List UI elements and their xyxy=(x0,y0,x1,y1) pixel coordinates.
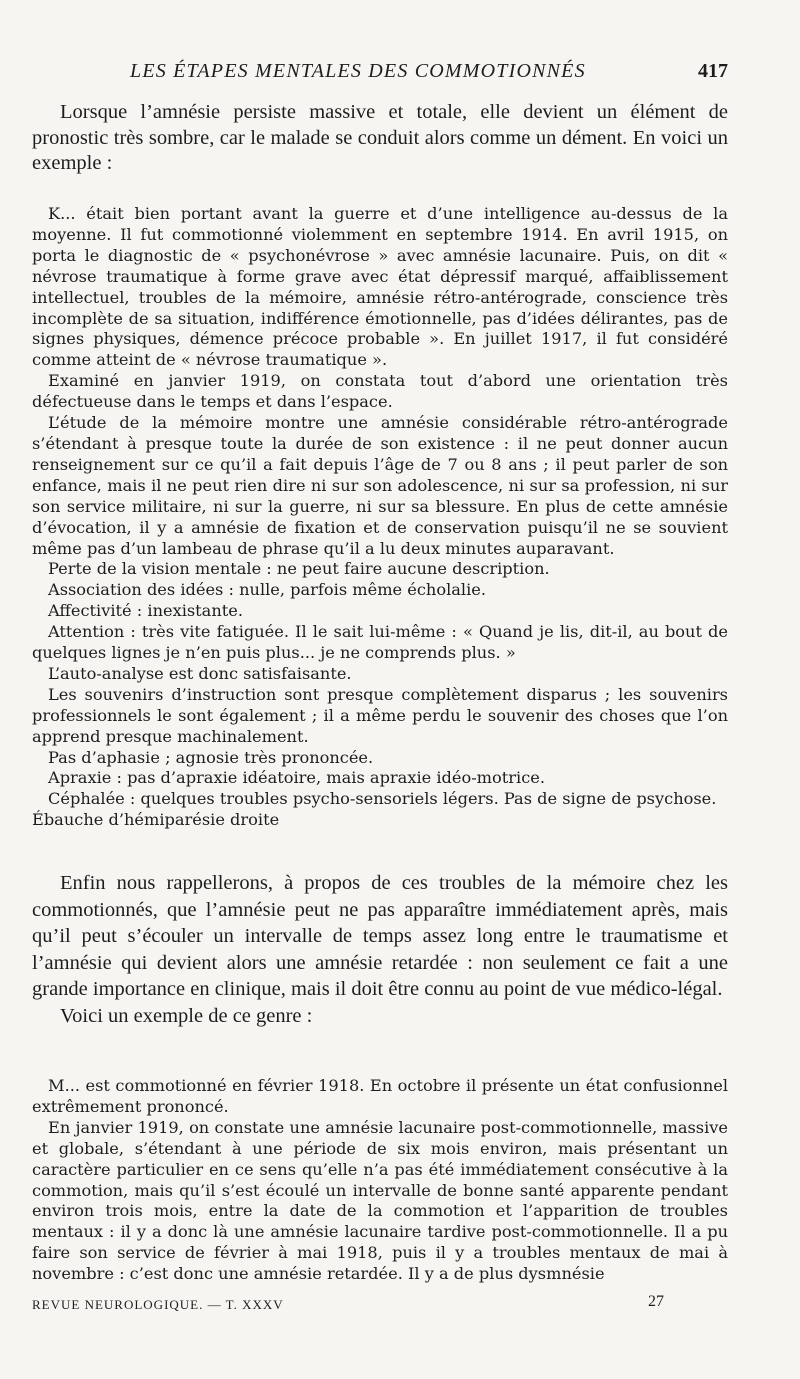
case-paragraph: En janvier 1919, on constate une amnésie lacunaire post-commotionnelle, massive et globale, s’étendant à une période de six mois environ, mais présentant un caractère particulier en ce sens qu’elle n’a pas été immédiatement consécutive à la commotion, mais qu’il s’est écoulé un intervalle de bonne santé apparente pendant environ trois mois, entre la date de la commotion et l’apparition de troubles mentaux : il y a donc là une amnésie lacunaire tardive post-commotionnelle. Il a pu faire son service de février à mai 1918, puis il y a troubles mentaux de mai à novembre : c’est donc une amnésie retardée. Il y a de plus dysmnésie xyxy=(32,1117,728,1284)
case-paragraph: Affectivité : inexistante. xyxy=(48,601,243,621)
page-number: 417 xyxy=(698,60,728,82)
case-report-m xyxy=(32,1076,728,1285)
paragraph: Enfin nous rappellerons, à propos de ces troubles de la mémoire chez les commotionnés, que l’amnésie peut ne pas apparaître immédiatement après, mais qu’il peut s’écouler un intervalle de temps assez long entre le traumatisme et l’amnésie qui devient alors une amnésie retardée : non seulement ce fait a une grande importance en clinique, mais il doit être connu au point de vue médico-légal. xyxy=(32,872,728,1000)
intro-paragraph xyxy=(32,100,728,177)
page-header xyxy=(48,60,728,90)
case-paragraph: Attention : très vite fatiguée. Il le sait lui-même : « Quand je lis, dit-il, au bout de quelques lignes je n’en puis plus... je ne comprends plus. » xyxy=(32,622,728,663)
case-paragraph: M... est commotionné en février 1918. En octobre il présente un état confusionnel extrêmement prononcé. xyxy=(32,1076,728,1116)
journal-reference: REVUE NEUROLOGIQUE. — T. XXXV xyxy=(32,1297,284,1312)
page-footer xyxy=(32,1293,728,1317)
case-paragraph: Les souvenirs d’instruction sont presque complètement disparus ; les souvenirs professionnels le sont également ; il a même perdu le souvenir des choses que l’on apprend presque machinalement. xyxy=(32,684,728,746)
case-paragraph: Examiné en janvier 1919, on constata tout d’abord une orientation très défectueuse dans le temps et dans l’espace. xyxy=(32,371,728,412)
signature-mark: 27 xyxy=(648,1293,664,1310)
case-paragraph: L’étude de la mémoire montre une amnésie considérable rétro-antérograde s’étendant à presque toute la durée de son existence : il ne peut donner aucun renseignement sur ce qu’il a fait depuis l’âge de 7 ou 8 ans ; il peut parler de son enfance, mais il ne peut rien dire ni sur son adolescence, ni sur sa profession, ni sur son service militaire, ni sur la guerre, ni sur sa blessure. En plus de cette amnésie d’évocation, il y a amnésie de fixation et de conservation puisqu’il ne se souvient même pas d’un lambeau de phrase qu’il a lu deux minutes auparavant. xyxy=(32,413,728,558)
case-paragraph: Perte de la vision mentale : ne peut faire aucune description. xyxy=(48,559,550,579)
paragraph: Lorsque l’amnésie persiste massive et totale, elle devient un élément de pronostic très sombre, car le malade se conduit alors comme un dément. En voici un exemple : xyxy=(32,101,728,174)
running-title: LES ÉTAPES MENTALES DES COMMOTIONNÉS xyxy=(130,60,586,82)
discussion-paragraph xyxy=(32,870,728,1029)
case-paragraph: K... était bien portant avant la guerre et d’une intelligence au-dessus de la moyenne. Il fut commotionné violemment en septembre 1914. En avril 1915, on porta le diagnostic de « psychonévrose » avec amnésie lacunaire. Puis, on dit « névrose traumatique à forme grave avec état dépressif marqué, affaiblissement intellectuel, troubles de la mémoire, amnésie rétro-antérograde, conscience très incomplète de sa situation, indifférence émotionnelle, pas d’idées délirantes, pas de signes physiques, démence précoce probable ». En juillet 1917, il fut considéré comme atteint de « névrose traumatique ». xyxy=(32,204,728,370)
paragraph: Voici un exemple de ce genre : xyxy=(60,1004,313,1027)
case-paragraph: Apraxie : pas d’apraxie idéatoire, mais apraxie idéo-motrice. xyxy=(48,768,545,788)
case-paragraph: Ébauche d’hémiparésie droite xyxy=(32,810,280,830)
case-paragraph: Pas d’aphasie ; agnosie très prononcée. xyxy=(48,747,374,767)
case-paragraph: Céphalée : quelques troubles psycho-sensoriels légers. Pas de signe de psychose. xyxy=(48,789,717,809)
case-paragraph: Association des idées : nulle, parfois même écholalie. xyxy=(48,580,487,600)
case-report-k xyxy=(32,204,728,831)
case-paragraph: L’auto-analyse est donc satisfaisante. xyxy=(48,663,352,683)
